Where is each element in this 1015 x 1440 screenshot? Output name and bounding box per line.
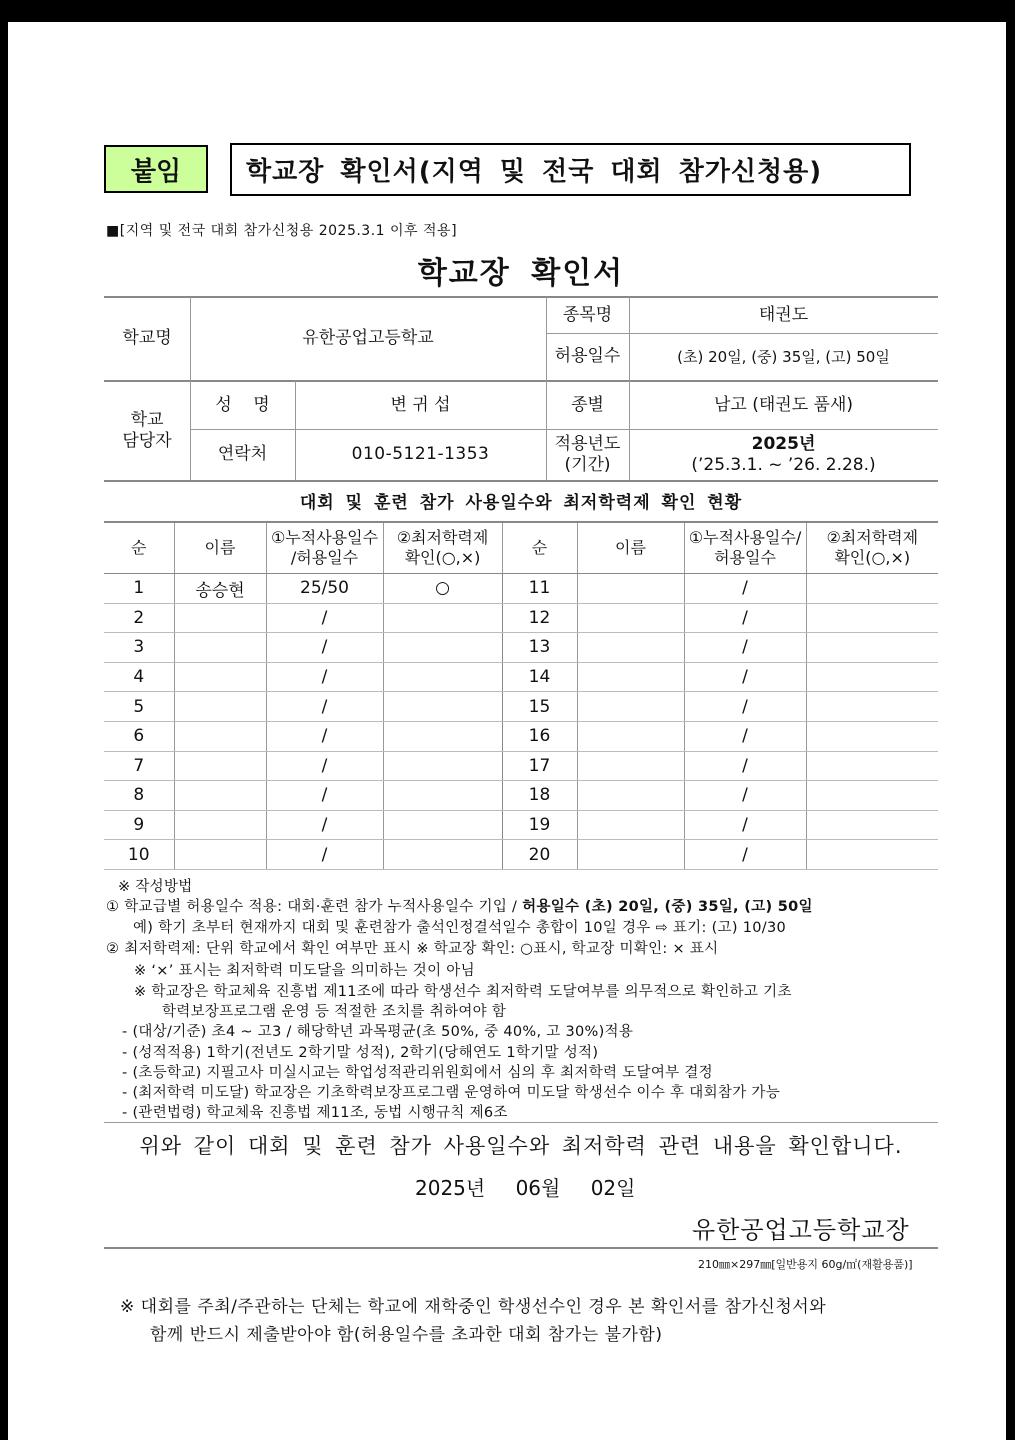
row-check: [383, 633, 502, 663]
table-row: [104, 662, 938, 692]
row-days-right: /: [684, 721, 806, 751]
name-value: 변 귀 섭: [390, 394, 451, 415]
grid-line: [104, 480, 938, 482]
row-check-right: [806, 692, 938, 722]
year-label: [546, 429, 629, 480]
window-frame-left: [0, 0, 8, 1440]
instruction-item-1: [106, 895, 813, 916]
row-check-right: [806, 662, 938, 692]
instruction-item-1-example: 예) 학기 초부터 현재까지 대회 및 훈련참가 출석인정결석일수 총합이 10일 경우 ⇨ 표기: (고) 10/30: [133, 920, 787, 936]
row-name-right: [577, 810, 684, 840]
row-days-right: /: [684, 662, 806, 692]
row-check-right: [806, 633, 938, 663]
row-check: [383, 810, 502, 840]
row-days: /: [266, 603, 383, 633]
row-days-right: /: [684, 692, 806, 722]
row-check-right: [806, 603, 938, 633]
row-days: /: [266, 662, 383, 692]
row-name-right: [577, 633, 684, 663]
school-label: 학교명: [122, 328, 172, 349]
phone-label: 연락처: [217, 444, 268, 465]
dash-item-target: - (대상/기준) 초4 ~ 고3 / 해당학년 과목평균(초 50%, 중 40%, 고 30%)적용: [122, 1024, 634, 1040]
row-days-right: /: [684, 633, 806, 663]
row-check: [383, 692, 502, 722]
row-no: 8: [104, 781, 174, 811]
category-label: 종별: [571, 394, 604, 415]
instruction-item-1-text: ① 학교급별 허용일수 적용: 대회·훈련 참가 누적사용일수 기입 /: [106, 899, 523, 915]
row-name-right: [577, 692, 684, 722]
year-value: [629, 429, 938, 480]
note-x-mark: ※ ‘×’ 표시는 최저학력 미도달을 의미하는 것이 아님: [134, 963, 475, 979]
attachment-tag: 붙임: [104, 145, 208, 193]
row-name: [174, 840, 266, 870]
confirmation-sentence: 위와 같이 대회 및 훈련 참가 사용일수와 최저학력 관련 내용을 확인합니다.: [139, 1134, 903, 1158]
allowed-days-label: 허용일수: [554, 346, 621, 367]
applies-note: ■[지역 및 전국 대회 참가신청용 2025.3.1 이후 적용]: [106, 223, 458, 239]
footer-note-line1: ※ 대회를 주최/주관하는 단체는 학교에 재학중인 학생선수인 경우 본 확인서를 참가신청서와: [120, 1297, 827, 1317]
row-days: 25/50: [266, 574, 383, 604]
header-academic-right-line1: ②최저학력제: [826, 528, 919, 547]
table-row: [104, 810, 938, 840]
row-check: [383, 662, 502, 692]
row-name-right: [577, 603, 684, 633]
instruction-item-1-bold: 허용일수 (초) 20일, (중) 35일, (고) 50일: [522, 899, 813, 915]
divider: [104, 1247, 938, 1249]
allowed-days-value: (초) 20일, (중) 35일, (고) 50일: [677, 347, 890, 366]
row-name: [174, 603, 266, 633]
table-row: [104, 751, 938, 781]
row-name-right: [577, 751, 684, 781]
row-check: ○: [383, 574, 502, 604]
row-no: 10: [104, 840, 174, 870]
header-name: 이름: [174, 522, 266, 574]
name-label: 성 명: [215, 394, 270, 415]
header-days: [266, 522, 383, 574]
document-title: 학교장 확인서: [417, 256, 625, 291]
row-name: [174, 633, 266, 663]
row-no: 1: [104, 574, 174, 604]
window-frame-top: [0, 0, 1015, 22]
row-days-right: /: [684, 603, 806, 633]
row-days: /: [266, 781, 383, 811]
header-days-line1: ①누적사용일수: [270, 528, 379, 547]
dash-item-below-minimum: - (최저학력 미도달) 학교장은 기초학력보장프로그램 운영하여 미도달 학생선수 이수 후 대회참가 가능: [122, 1085, 781, 1101]
table-row: [104, 781, 938, 811]
table-row: [104, 692, 938, 722]
event-value: 태권도: [758, 304, 809, 325]
header-academic-right-line2: 확인(○,×): [834, 548, 911, 567]
row-days-right: /: [684, 810, 806, 840]
table-row: [104, 574, 938, 604]
form-title-box: 학교장 확인서(지역 및 전국 대회 참가신청용): [230, 143, 911, 196]
row-check: [383, 781, 502, 811]
row-name-right: [577, 574, 684, 604]
confirmation-date: 2025년 06월 02일: [415, 1176, 636, 1200]
row-check-right: [806, 751, 938, 781]
school-value: 유한공업고등학교: [302, 328, 434, 349]
header-academic-line1: ②최저학력제: [396, 528, 489, 547]
row-no: 5: [104, 692, 174, 722]
category-value: 남고 (태권도 품새): [713, 394, 854, 415]
row-no-right: 14: [502, 662, 577, 692]
row-check-right: [806, 574, 938, 604]
table-row: [104, 603, 938, 633]
row-days-right: /: [684, 574, 806, 604]
row-no-right: 16: [502, 721, 577, 751]
row-no-right: 18: [502, 781, 577, 811]
header-name-right: 이름: [577, 522, 684, 574]
row-name: [174, 781, 266, 811]
header-no: 순: [104, 522, 174, 574]
row-no: 3: [104, 633, 174, 663]
instruction-item-2: ② 최저학력제: 단위 학교에서 확인 여부만 표시 ※ 학교장 확인: ○표시, 학교장 미확인: × 표시: [106, 941, 719, 957]
divider: [104, 1122, 938, 1123]
row-days: /: [266, 751, 383, 781]
row-days-right: /: [684, 751, 806, 781]
row-name: [174, 810, 266, 840]
row-no: 6: [104, 721, 174, 751]
row-name: [174, 721, 266, 751]
status-table: [104, 521, 938, 870]
row-name: [174, 692, 266, 722]
row-no-right: 13: [502, 633, 577, 663]
row-days-right: /: [684, 840, 806, 870]
table-row: [104, 840, 938, 870]
contact-person-label-line1: 학교: [130, 410, 164, 431]
row-days: /: [266, 840, 383, 870]
row-days: /: [266, 721, 383, 751]
row-check-right: [806, 810, 938, 840]
phone-value: 010-5121-1353: [351, 444, 490, 465]
dash-item-law: - (관련법령) 학교체육 진흥법 제11조, 동법 시행규칙 제6조: [122, 1105, 508, 1121]
row-no-right: 15: [502, 692, 577, 722]
row-check-right: [806, 840, 938, 870]
year-value-main: 2025년: [751, 434, 816, 455]
row-no: 7: [104, 751, 174, 781]
header-academic-right: [806, 522, 938, 574]
header-days-line2: /허용일수: [290, 548, 359, 567]
header-days-right-line1: ①누적사용일수/: [688, 528, 802, 547]
row-check: [383, 751, 502, 781]
contact-person-label: [104, 381, 190, 480]
row-days: /: [266, 692, 383, 722]
year-value-period: (’25.3.1. ~ ’26. 2.28.): [691, 454, 876, 475]
row-name: [174, 751, 266, 781]
footer-note-line2: 함께 반드시 제출받아야 함(허용일수를 초과한 대회 참가는 불가함): [150, 1325, 663, 1345]
row-days: /: [266, 633, 383, 663]
row-no-right: 11: [502, 574, 577, 604]
principal-signature: 유한공업고등학교장: [692, 1216, 910, 1244]
row-name: 송승현: [174, 574, 266, 604]
paper-spec: 210㎜×297㎜[일반용지 60g/㎡(재활용품)]: [698, 1258, 913, 1271]
row-no: 2: [104, 603, 174, 633]
header-days-right-line2: 허용일수: [714, 548, 776, 567]
contact-person-label-line2: 담당자: [122, 430, 172, 451]
status-title: 대회 및 훈련 참가 사용일수와 최저학력제 확인 현황: [299, 493, 743, 513]
note-principal-line1: ※ 학교장은 학교체육 진흥법 제11조에 따라 학생선수 최저학력 도달여부를 의무적으로 확인하고 기초: [134, 984, 792, 1000]
row-name-right: [577, 840, 684, 870]
row-no: 4: [104, 662, 174, 692]
row-no-right: 12: [502, 603, 577, 633]
table-header-row: [104, 522, 938, 574]
row-no-right: 19: [502, 810, 577, 840]
year-label-line2: (기간): [564, 454, 611, 475]
row-check-right: [806, 721, 938, 751]
event-label: 종목명: [562, 304, 613, 325]
header-academic: [383, 522, 502, 574]
dash-item-grades: - (성적적용) 1학기(전년도 2학기말 성적), 2학기(당해연도 1학기말 성적): [122, 1045, 599, 1061]
row-name-right: [577, 721, 684, 751]
row-days: /: [266, 810, 383, 840]
header-no-right: 순: [502, 522, 577, 574]
table-row: [104, 633, 938, 663]
row-check-right: [806, 781, 938, 811]
row-name-right: [577, 781, 684, 811]
dash-item-elementary: - (초등학교) 지필고사 미실시교는 학업성적관리위원회에서 심의 후 최저학력 도달여부 결정: [122, 1065, 713, 1081]
row-no: 9: [104, 810, 174, 840]
row-name: [174, 662, 266, 692]
table-row: [104, 721, 938, 751]
instructions-heading: ※ 작성방법: [118, 879, 193, 895]
row-no-right: 17: [502, 751, 577, 781]
row-check: [383, 603, 502, 633]
row-check: [383, 721, 502, 751]
row-name-right: [577, 662, 684, 692]
note-principal-line2: 학력보장프로그램 운영 등 적절한 조치를 취하여야 함: [162, 1004, 507, 1020]
year-label-line1: 적용년도: [554, 434, 621, 455]
row-days-right: /: [684, 781, 806, 811]
row-no-right: 20: [502, 840, 577, 870]
row-check: [383, 840, 502, 870]
window-frame-right: [1006, 0, 1015, 1440]
header-academic-line2: 확인(○,×): [404, 548, 481, 567]
header-days-right: [684, 522, 806, 574]
